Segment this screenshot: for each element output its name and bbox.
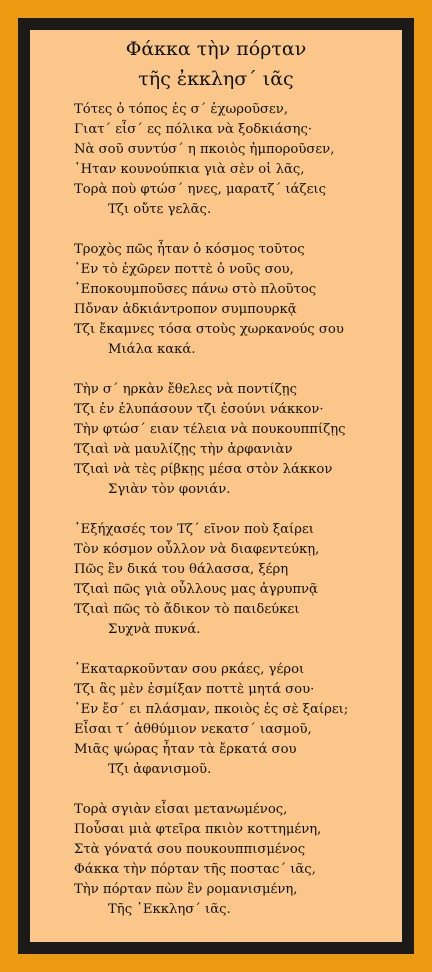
poem-line: Τζιαὶ πῶς τὸ ἄδικον τὸ παιδεύκει [74,602,300,617]
poem-line: ᾿Εξήχασές τον Τζ΄ εῖνον ποὺ ξαίρει [74,522,314,537]
poem-body [30,100,402,920]
stanza-3 [30,380,402,500]
poem-line: Τζιαὶ πῶς γιὰ οὖλλους μας ἀγρυπνᾷ [74,582,318,597]
poem-line: Τζι ἐν ἐλυπάσουν τζι ἐσούνι νάκκον· [74,402,324,417]
poem-refrain-line: Τζι οὔτε γελᾶς. [108,202,212,217]
poem-line: Πὄναν ἀδκιάντροπον συμπουρκᾷ [74,302,297,317]
poem-title [30,30,402,94]
poem-line: Εἶσαι τ΄ ἀθθύμιον νεκατσ΄ ιασμοῦ, [74,722,312,737]
poem-line: Πῶς ἒν δικά του θάλασσα, ξέρη [74,562,289,577]
poem-line: Νὰ σοῦ συντύσ΄ η πκοιὸς ἠμποροῦσεν, [74,142,335,157]
poem-refrain-line: Τζι ἀφανισμοῦ. [108,762,212,777]
poem-line: Τότες ὁ τόπος ἐς σ΄ ἐχωροῦσεν, [74,102,289,117]
poem-line: Τορὰ ποὺ φτώσ΄ ηνες, μαρατζ΄ ιάζεις [74,182,326,197]
poem-refrain-line: Σγιὰν τὸν φονιάν. [108,482,231,497]
poem-line: Τὸν κόσμον οὖλλον νὰ διαφεντεύκῃ, [74,542,320,557]
title-line-2: τῆς ἐκκλησ΄ ιᾶς [138,68,294,90]
poem-line: ᾿Εποκουμποῦσες πάνω στὸ πλοῦτος [74,282,317,297]
stanza-1 [30,100,402,220]
stanza-5 [30,660,402,780]
poem-line: Τὴν σ΄ ηρκὰν ἔθελες νὰ ποντίζῃς [74,382,297,397]
poem-line: Τζι ἂς μὲν ἐσμίξαν ποττὲ μητά σου· [74,682,315,697]
poem-line: ᾿Εκαταρκοῦνταν σου ρκάες, γέροι [74,662,305,677]
poem-line: Τζιαὶ νὰ μαυλίζῃς τὴν ἀρφανιὰν [74,442,293,457]
poem-refrain-line: Μιάλα κακά. [108,342,196,357]
stanza-6 [30,800,402,920]
title-line-1: Φάκκα τὴν πόρταν [125,38,307,60]
poem-line: ῾Εν ἔσ΄ ει πλάσμαν, πκοιὸς ἐς σὲ ξαίρει; [74,702,349,717]
poem-line: Ποὖσαι μιὰ φτεῖρα πκιὸν κοττημένη, [74,822,322,837]
poem-line: Τὴν φτώσ΄ ειαν τέλεια νὰ πουκουππίζῃς [74,422,346,437]
poem-line: Τὴν πόρταν πὼν ἒν ρομανισμένη, [74,882,298,897]
poem-line: Τζι ἔκαμνες τόσα στοὺς χωρκανούς σου [74,322,344,337]
poem-line: Τορὰ σγιὰν εἶσαι μετανωμένος, [74,802,288,817]
poem-refrain-line: Συχνὰ πυκνά. [108,622,201,637]
poem-page [30,30,402,942]
stanza-2 [30,240,402,360]
stanza-4 [30,520,402,640]
poem-line: Φάκκα τὴν πόρταν τῆς ποσταϲ΄ ιᾶς, [74,862,316,877]
poem-line: ῾Ηταν κουνούπκια γιὰ σὲν οἱ λᾶς, [74,162,305,177]
poem-line: ῾Εν τὸ ἐχῶρεν ποττὲ ὁ νοῦς σου, [74,262,294,277]
poem-refrain-line: Τῆς ᾿Εκκλησ΄ ιᾶς. [108,902,231,917]
poem-line: Μιᾶς ψώρας ἦταν τὰ ἔρκατά σου [74,742,297,757]
poem-line: Τζιαὶ νὰ τὲς ρίβκῃς μέσα στὸν λάκκον [74,462,333,477]
poem-line: Γιατ΄ εἶσ΄ ες πόλικα νὰ ξοδκιάσης· [74,122,313,137]
poem-line: Στὰ γόνατά σου πουκουππισμένος [74,842,306,857]
poem-line: Τροχὸς πῶς ἦταν ὁ κόσμος τοῦτος [74,242,305,257]
